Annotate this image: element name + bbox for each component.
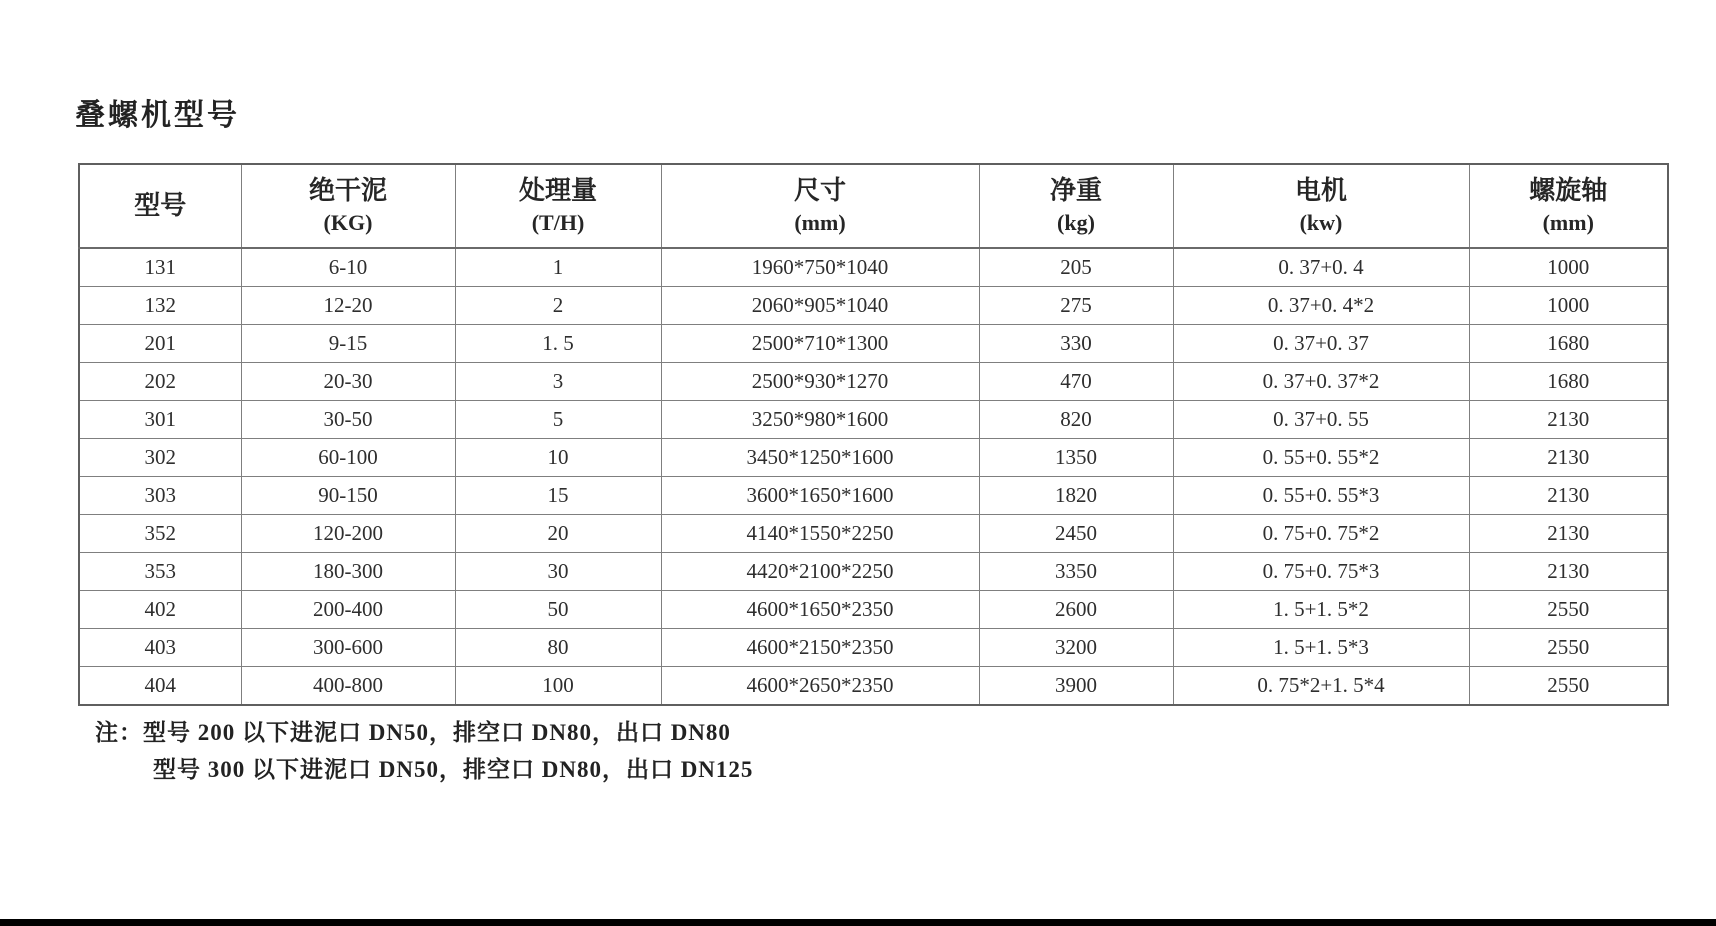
table-cell: 2500*710*1300 (661, 325, 979, 363)
table-cell: 2130 (1469, 439, 1668, 477)
model-spec-table (78, 163, 1669, 706)
column-unit: (mm) (794, 210, 846, 235)
table-cell: 4140*1550*2250 (661, 515, 979, 553)
column-unit: (T/H) (531, 210, 585, 235)
table-row-403 (79, 629, 1668, 667)
table-cell: 1000 (1469, 287, 1668, 325)
table-cell: 1350 (979, 439, 1173, 477)
table-cell: 0. 55+0. 55*2 (1173, 439, 1469, 477)
table-cell: 3 (455, 363, 661, 401)
table-row-202 (79, 363, 1668, 401)
table-row-303 (79, 477, 1668, 515)
table-cell: 200-400 (241, 591, 455, 629)
column-unit: (mm) (1542, 210, 1594, 235)
table-cell: 100 (455, 667, 661, 706)
table-cell: 80 (455, 629, 661, 667)
table-cell: 1820 (979, 477, 1173, 515)
table-cell: 30 (455, 553, 661, 591)
column-label: 螺旋轴 (1529, 176, 1608, 205)
table-cell: 0. 37+0. 37 (1173, 325, 1469, 363)
table-cell: 2550 (1469, 591, 1668, 629)
column-header-2 (455, 164, 661, 248)
footnote-line-2 (95, 751, 753, 788)
table-cell: 1. 5+1. 5*3 (1173, 629, 1469, 667)
column-label: 净重 (1049, 176, 1102, 205)
table-cell: 131 (79, 248, 241, 287)
table-cell: 0. 37+0. 4 (1173, 248, 1469, 287)
table-cell: 2550 (1469, 667, 1668, 706)
table-row-404 (79, 667, 1668, 706)
table-cell: 352 (79, 515, 241, 553)
table-cell: 0. 75*2+1. 5*4 (1173, 667, 1469, 706)
bottom-black-bar (0, 919, 1716, 926)
table-cell: 330 (979, 325, 1173, 363)
column-unit: (kw) (1299, 210, 1343, 235)
table-cell: 2130 (1469, 553, 1668, 591)
table-cell: 2130 (1469, 401, 1668, 439)
table-cell: 302 (79, 439, 241, 477)
footnote (95, 714, 753, 788)
table-row-301 (79, 401, 1668, 439)
table-cell: 2 (455, 287, 661, 325)
table-cell: 10 (455, 439, 661, 477)
table-cell: 353 (79, 553, 241, 591)
table-row-402 (79, 591, 1668, 629)
table-cell: 4600*1650*2350 (661, 591, 979, 629)
column-header-4 (979, 164, 1173, 248)
footnote-prefix: 注： (95, 720, 143, 745)
table-body (79, 248, 1668, 705)
table-cell: 15 (455, 477, 661, 515)
table-row-201 (79, 325, 1668, 363)
table-cell: 275 (979, 287, 1173, 325)
table-cell: 1. 5+1. 5*2 (1173, 591, 1469, 629)
table-cell: 2550 (1469, 629, 1668, 667)
footnote-text-2: 型号 300 以下进泥口 DN50，排空口 DN80，出口 DN125 (153, 757, 754, 782)
column-header-0 (79, 164, 241, 248)
table-cell: 1960*750*1040 (661, 248, 979, 287)
table-header (79, 164, 1668, 248)
column-label: 绝干泥 (308, 176, 387, 205)
table-cell: 50 (455, 591, 661, 629)
table-cell: 2060*905*1040 (661, 287, 979, 325)
table-row-131 (79, 248, 1668, 287)
table-cell: 3350 (979, 553, 1173, 591)
footnote-line-1 (95, 714, 753, 751)
table-cell: 0. 75+0. 75*3 (1173, 553, 1469, 591)
table-cell: 202 (79, 363, 241, 401)
table-cell: 470 (979, 363, 1173, 401)
table-cell: 9-15 (241, 325, 455, 363)
table-cell: 1680 (1469, 325, 1668, 363)
table-cell: 120-200 (241, 515, 455, 553)
table-cell: 2600 (979, 591, 1173, 629)
column-header-1 (241, 164, 455, 248)
table-cell: 201 (79, 325, 241, 363)
table-cell: 2130 (1469, 515, 1668, 553)
column-label: 处理量 (518, 176, 597, 205)
table-cell: 300-600 (241, 629, 455, 667)
table-cell: 1 (455, 248, 661, 287)
column-label: 型号 (134, 191, 187, 220)
table-cell: 403 (79, 629, 241, 667)
table-row-352 (79, 515, 1668, 553)
table-cell: 1. 5 (455, 325, 661, 363)
table-cell: 12-20 (241, 287, 455, 325)
table-cell: 4600*2150*2350 (661, 629, 979, 667)
table-cell: 5 (455, 401, 661, 439)
table-cell: 301 (79, 401, 241, 439)
table-cell: 132 (79, 287, 241, 325)
table-cell: 3900 (979, 667, 1173, 706)
table-cell: 30-50 (241, 401, 455, 439)
table-cell: 180-300 (241, 553, 455, 591)
column-header-6 (1469, 164, 1668, 248)
table-cell: 3450*1250*1600 (661, 439, 979, 477)
table-cell: 20 (455, 515, 661, 553)
footnote-text-1: 型号 200 以下进泥口 DN50，排空口 DN80，出口 DN80 (143, 720, 731, 745)
table-cell: 2450 (979, 515, 1173, 553)
column-label: 尺寸 (793, 176, 846, 205)
table-cell: 2130 (1469, 477, 1668, 515)
table-cell: 3600*1650*1600 (661, 477, 979, 515)
table-cell: 20-30 (241, 363, 455, 401)
table-row-353 (79, 553, 1668, 591)
page-title: 叠螺机型号 (75, 99, 240, 132)
column-header-3 (661, 164, 979, 248)
table-cell: 4420*2100*2250 (661, 553, 979, 591)
column-label: 电机 (1294, 176, 1347, 205)
table-row-302 (79, 439, 1668, 477)
table-cell: 6-10 (241, 248, 455, 287)
table-cell: 2500*930*1270 (661, 363, 979, 401)
table-row-132 (79, 287, 1668, 325)
table-cell: 0. 37+0. 55 (1173, 401, 1469, 439)
table-header-row (79, 164, 1668, 248)
table-cell: 400-800 (241, 667, 455, 706)
table-cell: 0. 55+0. 55*3 (1173, 477, 1469, 515)
table-cell: 0. 75+0. 75*2 (1173, 515, 1469, 553)
table-cell: 3200 (979, 629, 1173, 667)
table-cell: 402 (79, 591, 241, 629)
table-cell: 3250*980*1600 (661, 401, 979, 439)
table-cell: 0. 37+0. 37*2 (1173, 363, 1469, 401)
table-cell: 60-100 (241, 439, 455, 477)
table-cell: 303 (79, 477, 241, 515)
table-cell: 1680 (1469, 363, 1668, 401)
column-unit: (KG) (323, 210, 373, 235)
column-header-5 (1173, 164, 1469, 248)
table-cell: 0. 37+0. 4*2 (1173, 287, 1469, 325)
table-cell: 820 (979, 401, 1173, 439)
table-cell: 1000 (1469, 248, 1668, 287)
table-cell: 90-150 (241, 477, 455, 515)
table-cell: 4600*2650*2350 (661, 667, 979, 706)
table-cell: 404 (79, 667, 241, 706)
table-cell: 205 (979, 248, 1173, 287)
column-unit: (kg) (1057, 210, 1095, 235)
